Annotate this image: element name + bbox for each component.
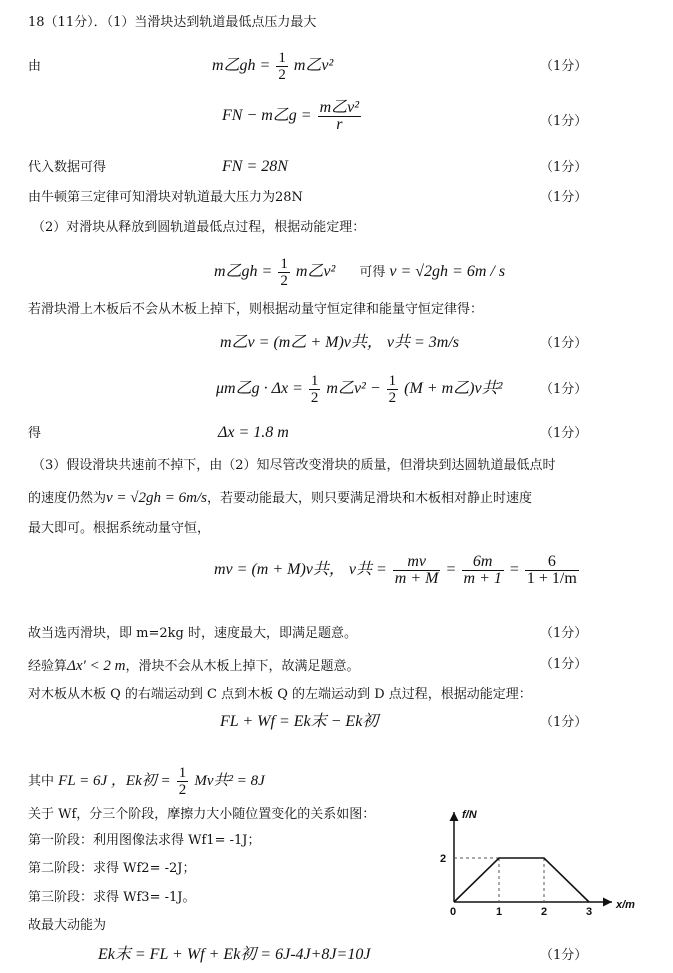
score-2: （1分）: [540, 114, 588, 129]
y-tick-2: 2: [440, 853, 447, 865]
eq4-half: $\frac{1}{2}$: [280, 256, 288, 289]
stage3-line: 第三阶段：求得 Wf3= -1J。: [28, 890, 196, 905]
equation-final: Ek末 = FL + Wf + Ek初 = 6J-4J+8J=10J: [98, 946, 371, 963]
eq6-rhs: (M + m乙)v共²: [404, 380, 503, 398]
friction-series-line: [454, 858, 589, 902]
qizhong-a: FL = 6J ，Ek初 =: [58, 773, 171, 789]
x-tick-3: 3: [586, 906, 593, 916]
score-5: （1分）: [540, 336, 588, 351]
equation-4: [214, 256, 505, 289]
x-tick-1: 1: [496, 906, 503, 916]
kede-label: 可得: [359, 265, 386, 281]
equation-6: [216, 373, 502, 406]
eq8-frac-2: $\frac{6m}{m + 1}$: [463, 553, 502, 587]
equation-5: m乙v = (m乙 + M)v共， v共 = 3m/s: [220, 334, 460, 351]
score-4: （1分）: [540, 190, 588, 205]
equation-7: Δx = 1.8 m: [218, 424, 289, 441]
part3-line-b: 的速度仍然为v = √2gh = 6m/s，若要动能最大，则只要满足滑块和木板相对静止时速度: [28, 490, 533, 506]
part2-line: （2）对滑块从释放到圆轨道最低点过程，根据动能定理：: [32, 220, 366, 235]
x-axis-label: x/m: [616, 899, 635, 911]
score-9: （1分）: [540, 657, 588, 672]
eq6-half-b: $\frac{1}{2}$: [388, 373, 397, 406]
you-label: 由: [28, 59, 42, 74]
part3-v: v = √2gh = 6m/s: [106, 490, 207, 506]
eq2-lhs: FN − m乙g =: [222, 107, 312, 125]
score-8: （1分）: [540, 626, 588, 641]
eq4-rhs: m乙v²: [295, 263, 336, 281]
qizhong-half: $\frac{1}{2}$: [178, 765, 187, 798]
duimuban-line: 对木板从木板 Q 的右端运动到 C 点到木板 Q 的左端运动到 D 点过程，根据动能定理：: [28, 687, 532, 702]
score-7: （1分）: [540, 426, 588, 441]
x-tick-2: 2: [541, 906, 548, 916]
eq8-frac-3: $\frac{6}{1 + 1/m}$: [526, 553, 577, 587]
equation-1: [212, 50, 333, 83]
jingyan-eq: Δx′ < 2 m: [67, 658, 126, 674]
eq4-lhs: m乙gh =: [214, 263, 273, 281]
eq8-frac-1: $\frac{mv}{m + M}$: [394, 553, 439, 587]
jingyan-line: 经验算Δx′ < 2 m，滑块不会从木板上掉下，故满足题意。: [28, 658, 360, 674]
part3-line-a: （3）假设滑块共速前不掉下，由（2）知尽管改变滑块的质量，但滑块到达圆轨道最低点时: [32, 458, 556, 473]
equation-9: FL + Wf = Ek末 − Ek初: [220, 713, 379, 730]
qizhong-b: Mv共² = 8J: [194, 773, 265, 789]
eq1-half: $\frac{1}{2}$: [278, 50, 286, 83]
stage2-line: 第二阶段：求得 Wf2= -2J；: [28, 861, 196, 876]
x-tick-0: 0: [450, 906, 457, 916]
friction-force-chart: [430, 806, 670, 916]
score-11: （1分）: [540, 948, 588, 963]
equation-8: mv = (m + M)v共， v共 = $\frac{mv}{m + M}$ = $\frac{6m}{m + 1}$ = $\frac{6}{1 + 1/m}$: [214, 553, 577, 587]
gu-max-line: 故最大动能为: [28, 918, 107, 933]
daishu-label: 代入数据可得: [28, 160, 107, 175]
equation-2: [222, 100, 363, 133]
eq4-result: v = √2gh = 6m / s: [389, 263, 506, 281]
part3-line-d: 最大即可。根据系统动量守恒，: [28, 521, 211, 536]
de-label: 得: [28, 426, 42, 441]
ruo-line: 若滑块滑上木板后不会从木板上掉下，则根据动量守恒定律和能量守恒定律得：: [28, 302, 484, 317]
gudang-line: 故当选丙滑块，即 m=2kg 时，速度最大，即满足题意。: [28, 626, 357, 641]
eq6-half-a: $\frac{1}{2}$: [310, 373, 319, 406]
guanyu-line: 关于 Wf，分三个阶段，摩擦力大小随位置变化的关系如图：: [28, 807, 376, 822]
score-1: （1分）: [540, 59, 588, 74]
problem-header: 18（11分）．（1）当滑块达到轨道最低点压力最大: [28, 15, 317, 30]
stage1-line: 第一阶段：利用图像法求得 Wf1= -1J；: [28, 833, 261, 848]
eq2-fraction: $\frac{\text{m乙v²}}{r}$: [319, 99, 360, 133]
qizhong-line: 其中 FL = 6J ，Ek初 = $\frac{1}{2}$ Mv共² = 8J: [28, 765, 265, 798]
newton-line: 由牛顿第三定律可知滑块对轨道最大压力为28N: [28, 190, 303, 205]
equation-3: FN = 28N: [222, 158, 288, 175]
eq1-rhs: m乙v²: [293, 57, 334, 75]
eq6-lhs: μm乙g · Δx =: [216, 380, 303, 398]
y-axis-label: f/N: [462, 809, 477, 821]
score-10: （1分）: [540, 715, 588, 730]
eq8-lhs: mv = (m + M)v共， v共 =: [214, 561, 387, 579]
eq1-lhs: m乙gh =: [212, 57, 271, 75]
eq6-mid: m乙v² −: [326, 380, 381, 398]
score-6: （1分）: [540, 382, 588, 397]
score-3: （1分）: [540, 160, 588, 175]
